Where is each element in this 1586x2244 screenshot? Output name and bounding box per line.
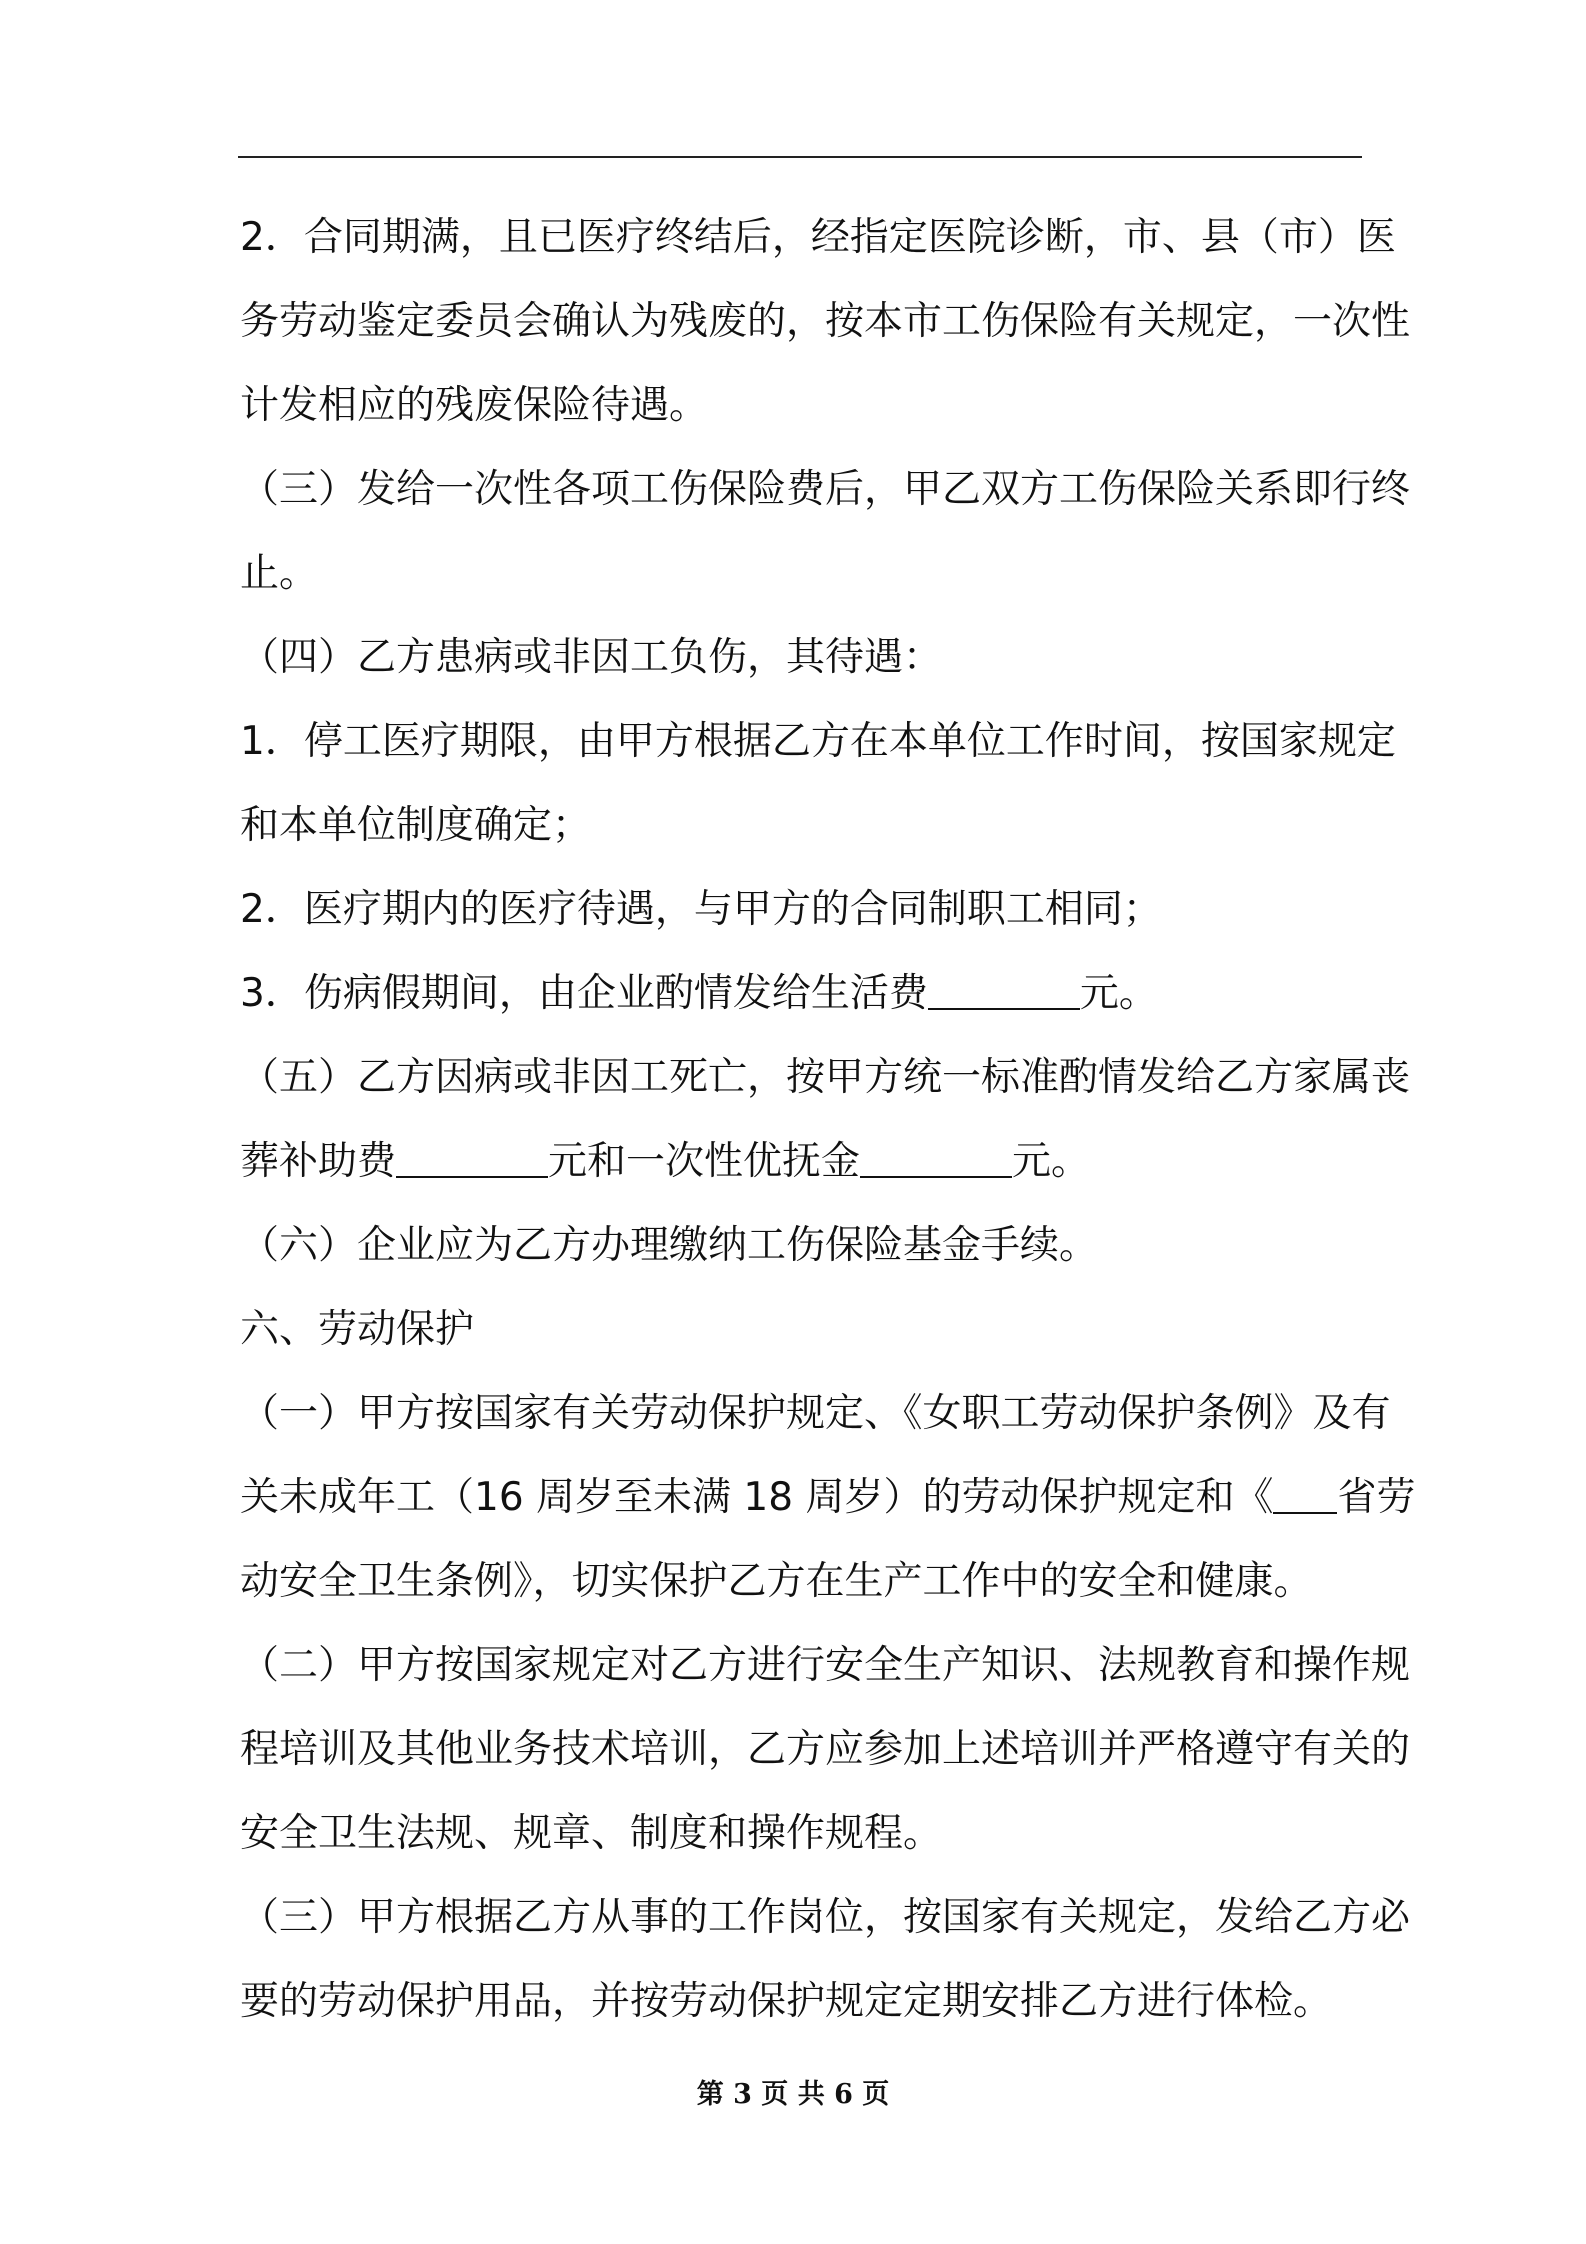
- paragraph-line: （一）甲方按国家有关劳动保护规定、《女职工劳动保护条例》及有: [240, 1391, 1391, 1436]
- paragraph-line: （三）发给一次性各项工伤保险费后，甲乙双方工伤保险关系即行终: [240, 467, 1411, 512]
- paragraph-line: 程培训及其他业务技术培训，乙方应参加上述培训并严格遵守有关的: [240, 1727, 1411, 1772]
- page-number-footer: 第 3 页 共 6 页: [696, 2079, 890, 2110]
- line-text: 葬补助费: [240, 1139, 397, 1184]
- line-text: 省劳: [1337, 1475, 1416, 1520]
- paragraph-line: （三）甲方根据乙方从事的工作岗位，按国家有关规定，发给乙方必: [240, 1895, 1411, 1940]
- fill-in-blank: [928, 970, 1080, 1010]
- line-text: 元。: [1079, 971, 1158, 1016]
- header-rule: [238, 156, 1362, 158]
- paragraph-line: [240, 952, 1362, 1036]
- paragraph-line: 和本单位制度确定；: [240, 803, 592, 848]
- paragraph-line: [240, 1456, 1416, 1540]
- paragraph-line: （二）甲方按国家规定对乙方进行安全生产知识、法规教育和操作规: [240, 1643, 1411, 1688]
- line-text: 元和一次性优抚金: [548, 1139, 861, 1184]
- paragraph-line: （四）乙方患病或非因工负伤，其待遇：: [240, 635, 943, 680]
- paragraph-line: 动安全卫生条例》，切实保护乙方在生产工作中的安全和健康。: [240, 1559, 1313, 1604]
- paragraph-line: 止。: [240, 551, 319, 596]
- line-text: 3．伤病假期间，由企业酌情发给生活费: [240, 971, 928, 1016]
- paragraph-line: [240, 1120, 1362, 1204]
- paragraph-line: 安全卫生法规、规章、制度和操作规程。: [240, 1811, 943, 1856]
- paragraph-line: 要的劳动保护用品，并按劳动保护规定定期安排乙方进行体检。: [240, 1979, 1333, 2024]
- line-text: 关未成年工（16 周岁至未满 18 周岁）的劳动保护规定和《: [240, 1475, 1274, 1520]
- fill-in-blank: [860, 1138, 1012, 1178]
- paragraph-line: 1．停工医疗期限，由甲方根据乙方在本单位工作时间，按国家规定: [240, 719, 1396, 764]
- paragraph-line: （五）乙方因病或非因工死亡，按甲方统一标准酌情发给乙方家属丧: [240, 1055, 1411, 1100]
- paragraph-line: （六）企业应为乙方办理缴纳工伤保险基金手续。: [240, 1223, 1099, 1268]
- paragraph-line: 2．医疗期内的医疗待遇，与甲方的合同制职工相同；: [240, 887, 1162, 932]
- fill-in-blank: [1273, 1474, 1337, 1514]
- paragraph-line: 2．合同期满，且已医疗终结后，经指定医院诊断，市、县（市）医: [240, 215, 1396, 260]
- fill-in-blank: [396, 1138, 548, 1178]
- document-body: [240, 196, 1416, 2044]
- section-heading: 六、劳动保护: [240, 1307, 475, 1352]
- paragraph-line: 计发相应的残废保险待遇。: [240, 383, 709, 428]
- line-text: 元。: [1012, 1139, 1091, 1184]
- paragraph-line: 务劳动鉴定委员会确认为残废的，按本市工伤保险有关规定，一次性: [240, 299, 1411, 344]
